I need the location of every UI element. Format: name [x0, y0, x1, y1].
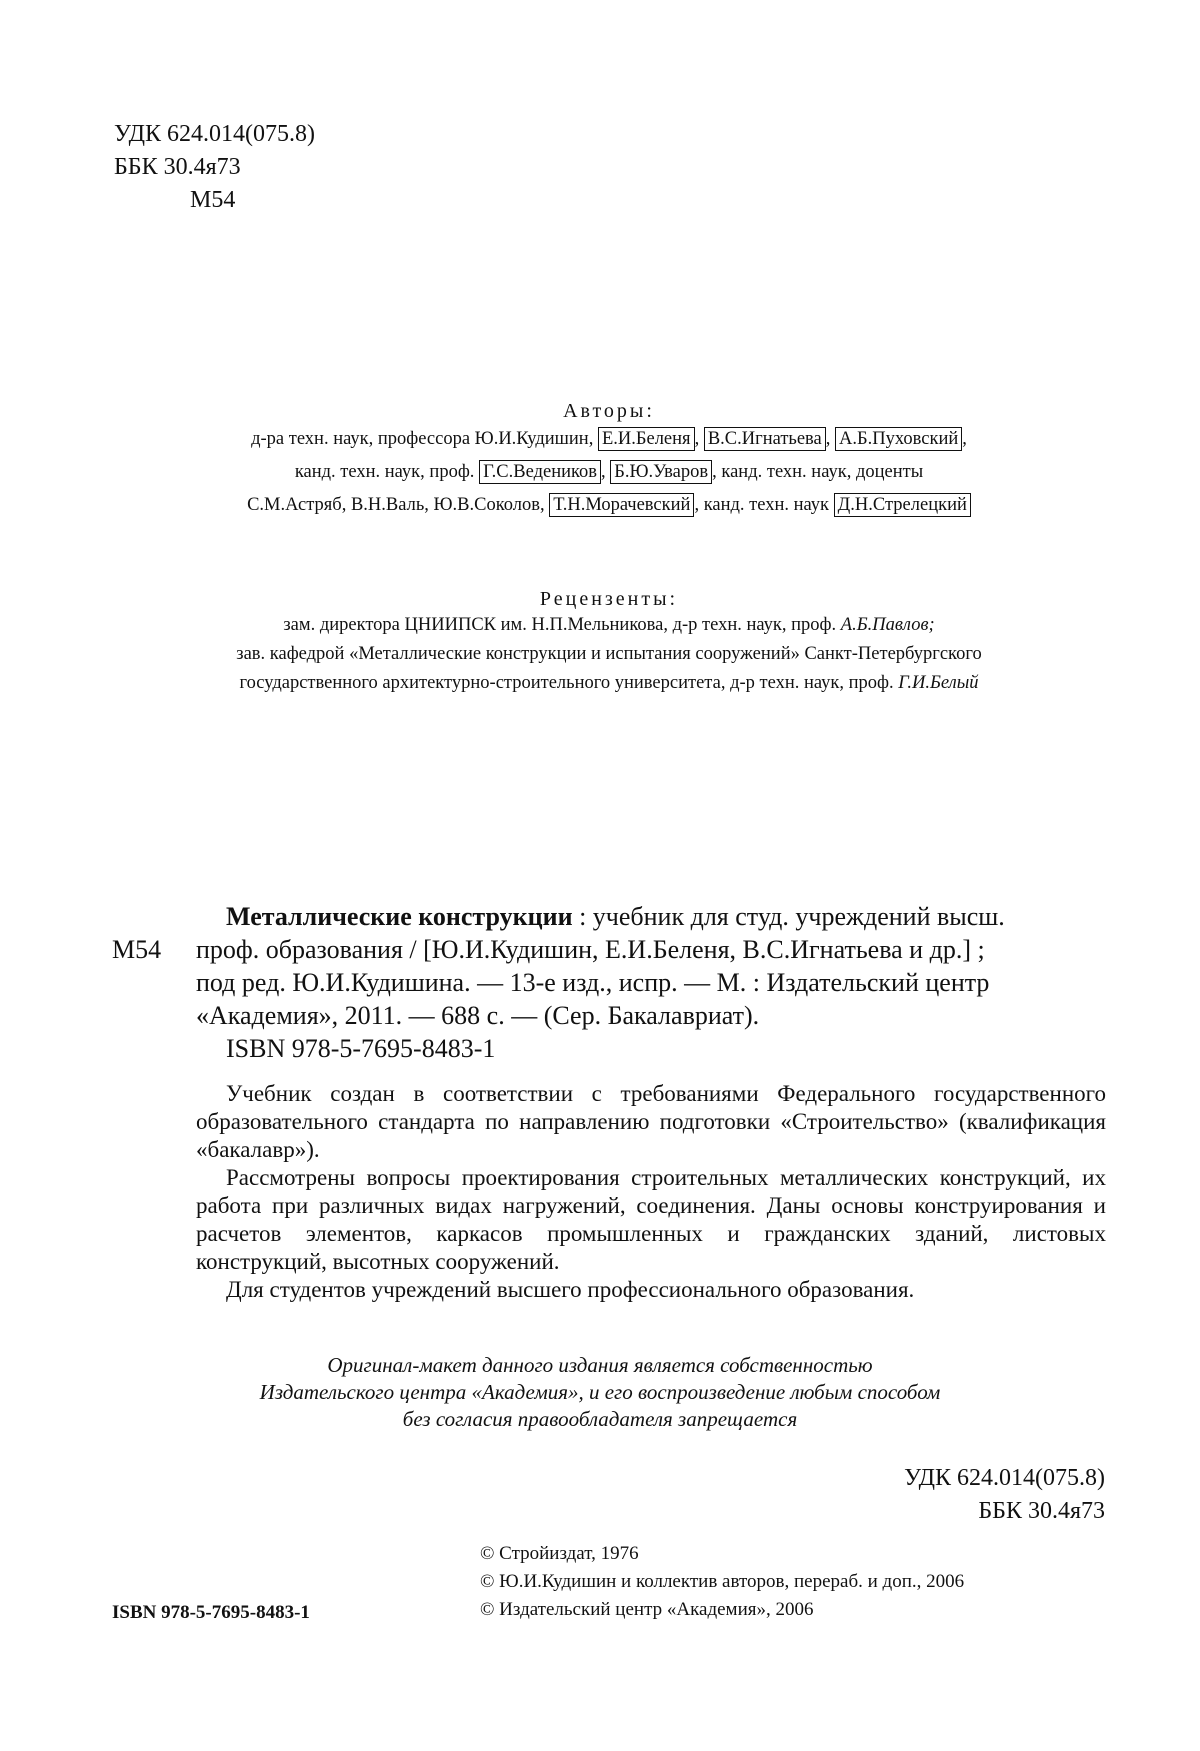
boxed-author: Б.Ю.Уваров	[610, 460, 712, 484]
bbk-code: ББК 30.4я73	[978, 1498, 1105, 1524]
udk-code: УДК 624.014(075.8)	[904, 1465, 1105, 1491]
copyright-line: © Ю.И.Кудишин и коллектив авторов, перераб. и доп., 2006	[480, 1571, 965, 1592]
rights-notice: Оригинал-макет данного издания является собственностью Издательского центра «Академия», и его воспроизведение любым способом без согласия правообладателя запрещается	[259, 1353, 941, 1431]
annotation-paragraph: Учебник создан в соответствии с требованиями Федерального государственного образовательного стандарта по направлению подготовки «Строительство» (квалификация «бакалавр»).	[196, 1081, 1106, 1162]
reviewers-line-3: государственного архитектурно-строительного университета, д-р техн. наук, проф. Г.И.Белый	[239, 673, 979, 693]
boxed-author: Д.Н.Стрелецкий	[834, 493, 971, 517]
authors-line-2: канд. техн. наук, проф. Г.С.Ведеников , Б.Ю.Уваров , канд. техн. наук, доценты	[294, 462, 924, 482]
authors-section	[114, 400, 1104, 522]
bib-isbn: ISBN 978-5-7695-8483-1	[226, 1034, 496, 1063]
classification-bottom	[904, 1462, 1105, 1528]
bib-line-1: Металлические конструкции : учебник для студ. учреждений высш.	[226, 902, 1005, 931]
authors-line-3: С.М.Астряб, В.Н.Валь, Ю.В.Соколов, Т.Н.Морачевский , канд. техн. наук Д.Н.Стрелецкий	[114, 489, 1104, 522]
boxed-author: Е.И.Беленя	[598, 427, 695, 451]
annotation-paragraph: Для студентов учреждений высшего профессионального образования.	[226, 1277, 915, 1302]
author-mark: М54	[190, 187, 236, 213]
boxed-author: А.Б.Пуховский	[835, 427, 962, 451]
boxed-author: Т.Н.Морачевский	[549, 493, 694, 517]
authors-heading: Авторы:	[563, 400, 655, 422]
bib-code: М54	[112, 935, 162, 964]
copyright-list	[480, 1540, 964, 1624]
udk-code: УДК 624.014(075.8)	[114, 121, 315, 147]
bbk-code: ББК 30.4я73	[114, 154, 241, 180]
copyright-line: © Стройиздат, 1976	[480, 1543, 639, 1564]
reviewers-line-1: зам. директора ЦНИИПСК им. Н.П.Мельникова, д-р техн. наук, проф. А.Б.Павлов;	[283, 615, 935, 635]
isbn-footer: ISBN 978-5-7695-8483-1	[112, 1602, 310, 1623]
bibliographic-record	[196, 900, 1106, 1065]
bib-line-4: «Академия», 2011. — 688 с. — (Сер. Бакалавриат).	[196, 1001, 760, 1030]
boxed-author: В.С.Игнатьева	[704, 427, 826, 451]
authors-line-1: д-ра техн. наук, профессора Ю.И.Кудишин, Е.И.Беленя , В.С.Игнатьева , А.Б.Пуховский ,	[251, 429, 967, 449]
reviewers-section	[114, 588, 1104, 698]
bib-line-3: под ред. Ю.И.Кудишина. — 13-е изд., испр. — М. : Издательский центр	[196, 968, 990, 997]
reviewers-heading: Рецензенты:	[539, 588, 679, 610]
classification-top	[114, 118, 315, 217]
book-title: Металлические конструкции	[226, 902, 573, 931]
annotation-paragraph: Рассмотрены вопросы проектирования строительных металлических конструкций, их работа при различных видах нагружений, соединения. Даны основы конструирования и расчетов элементов, каркасов промышленных и гражданских зданий, листовых конструкций, высотных сооружений.	[196, 1165, 1106, 1274]
annotation	[196, 1080, 1106, 1304]
bib-line-2: проф. образования / [Ю.И.Кудишин, Е.И.Беленя, В.С.Игнатьева и др.] ;	[196, 935, 985, 964]
copyright-line: © Издательский центр «Академия», 2006	[480, 1599, 814, 1620]
boxed-author: Г.С.Ведеников	[479, 460, 601, 484]
reviewers-line-2: зав. кафедрой «Металлические конструкции и испытания сооружений» Санкт-Петербургского	[236, 644, 982, 664]
